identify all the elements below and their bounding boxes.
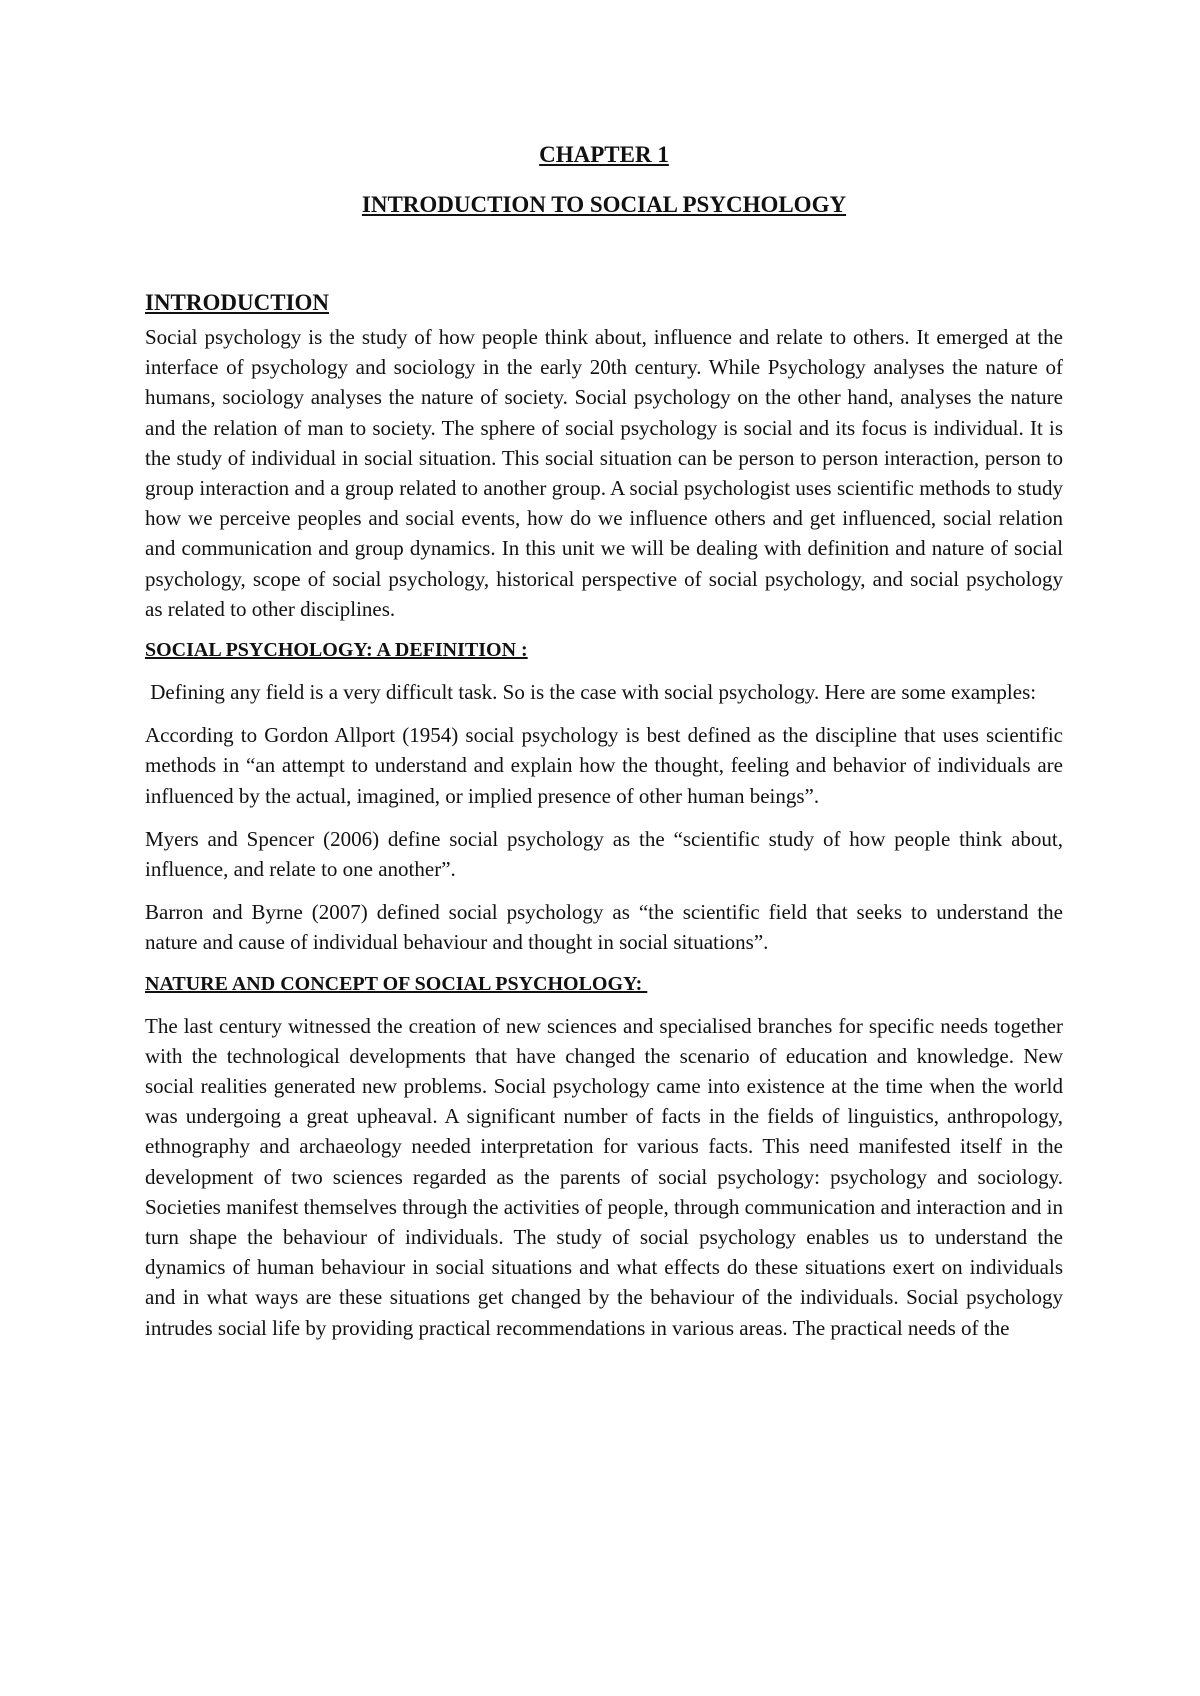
- section-heading-introduction: INTRODUCTION: [145, 290, 330, 315]
- chapter-label: CHAPTER 1: [539, 142, 669, 167]
- chapter-title: INTRODUCTION TO SOCIAL PSYCHOLOGY: [361, 192, 847, 217]
- section-heading-nature: NATURE AND CONCEPT OF SOCIAL PSYCHOLOGY:: [145, 972, 648, 995]
- definition-paragraph-intro: Defining any field is a very difficult task. So is the case with social psychology. Here are some examples:: [145, 680, 1037, 705]
- section-heading-definition: SOCIAL PSYCHOLOGY: A DEFINITION :: [145, 639, 528, 662]
- intro-paragraph: Social psychology is the study of how people think about, influence and relate to others. It emerged at the interface of psychology and sociology in the early 20th century. While Psychology analyses the nature of humans, sociology analyses the nature of society. Social psychology on the other hand, analyses the nature and the relation of man to society. The sphere of social psychology is social and its focus is individual. It is the study of individual in social situation. This social situation can be person to person interaction, person to group interaction and a group related to another group. A social psychologist uses scientific methods to study how we perceive peoples and social events, how do we influence others and get influenced, social relation and communication and group dynamics. In this unit we will be dealing with definition and nature of social psychology, scope of social psychology, historical perspective of social psychology, and social psychology as related to other disciplines.: [145, 325, 1063, 621]
- definition-paragraph-myers: Myers and Spencer (2006) define social psychology as the “scientific study of how people think about, influence, and relate to one another”.: [145, 826, 1063, 882]
- nature-paragraph: The last century witnessed the creation of new sciences and specialised branches for specific needs together with the technological developments that have changed the scenario of education and knowledge. New social realities generated new problems. Social psychology came into existence at the time when the world was undergoing a great upheaval. A significant number of facts in the fields of linguistics, anthropology, ethnography and archaeology needed interpretation for various facts. This need manifested itself in the development of two sciences regarded as the parents of social psychology: psychology and sociology. Societies manifest themselves through the activities of people, through communication and interaction and in turn shape the behaviour of individuals. The study of social psychology enables us to understand the dynamics of human behaviour in social situations and what effects do these situations exert on individuals and in what ways are these situations get changed by the behaviour of the individuals. Social psychology intrudes social life by providing practical recommendations in various areas. The practical needs of the: [145, 1013, 1063, 1340]
- definition-paragraph-allport: According to Gordon Allport (1954) social psychology is best defined as the discipline that uses scientific methods in “an attempt to understand and explain how the thought, feeling and behavior of individuals are influenced by the actual, imagined, or implied presence of other human beings”.: [145, 723, 1063, 808]
- document-page: [145, 140, 1063, 1356]
- definition-paragraph-barron: Barron and Byrne (2007) defined social psychology as “the scientific field that seeks to understand the nature and cause of individual behaviour and thought in social situations”.: [145, 900, 1063, 955]
